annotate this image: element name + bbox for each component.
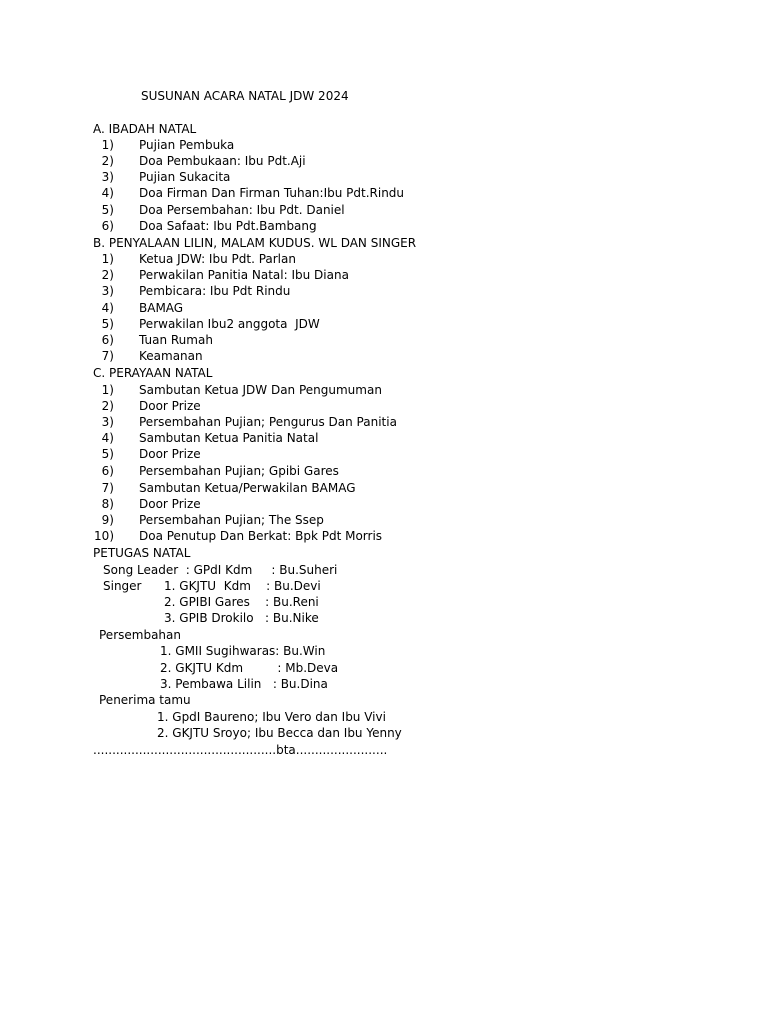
list-item: Tuan Rumah <box>139 333 213 347</box>
list-item: Doa Pembukaan: Ibu Pdt.Aji <box>139 154 306 168</box>
persembahan-item: 1. GMII Sugihwaras: Bu.Win <box>160 644 326 658</box>
list-item-number: 9) <box>101 513 114 527</box>
list-item: Ketua JDW: Ibu Pdt. Parlan <box>139 252 296 266</box>
penerima-tamu-label: Penerima tamu <box>99 693 191 707</box>
list-item: BAMAG <box>139 301 184 315</box>
list-item: Sambutan Ketua JDW Dan Pengumuman <box>139 383 382 397</box>
list-item-number: 2) <box>101 268 114 282</box>
section-b-heading: B. PENYALAAN LILIN, MALAM KUDUS. WL DAN SINGER <box>93 236 417 250</box>
list-item-number: 10) <box>94 529 114 543</box>
persembahan-item: 2. GKJTU Kdm : Mb.Deva <box>160 661 339 675</box>
list-item-number: 7) <box>101 349 114 363</box>
list-item-number: 6) <box>101 219 114 233</box>
singer-item: 3. GPIB Drokilo : Bu.Nike <box>164 611 319 625</box>
list-item: Sambutan Ketua/Perwakilan BAMAG <box>139 481 356 495</box>
list-item: Doa Persembahan: Ibu Pdt. Daniel <box>139 203 345 217</box>
list-item: Keamanan <box>139 349 203 363</box>
list-item-number: 1) <box>101 138 114 152</box>
list-item: Persembahan Pujian; Pengurus Dan Panitia <box>139 415 397 429</box>
list-item: Persembahan Pujian; Gpibi Gares <box>139 464 339 478</box>
list-item-number: 5) <box>101 317 114 331</box>
list-item-number: 4) <box>101 301 114 315</box>
singer-item: 1. GKJTU Kdm : Bu.Devi <box>164 579 321 593</box>
list-item-number: 5) <box>101 203 114 217</box>
section-c-heading: C. PERAYAAN NATAL <box>93 366 213 380</box>
list-item: Doa Firman Dan Firman Tuhan:Ibu Pdt.Rindu <box>139 186 405 200</box>
persembahan-item: 3. Pembawa Lilin : Bu.Dina <box>160 677 328 691</box>
singer-item: 2. GPIBI Gares : Bu.Reni <box>164 595 319 609</box>
document-title: SUSUNAN ACARA NATAL JDW 2024 <box>141 89 349 103</box>
list-item: Doa Penutup Dan Berkat: Bpk Pdt Morris <box>139 529 383 543</box>
list-item-number: 3) <box>101 284 114 298</box>
list-item-number: 1) <box>101 383 114 397</box>
list-item: Pujian Pembuka <box>139 138 235 152</box>
list-item-number: 8) <box>101 497 114 511</box>
penerima-tamu-item: 2. GKJTU Sroyo; Ibu Becca dan Ibu Yenny <box>157 726 402 740</box>
list-item: Doa Safaat: Ibu Pdt.Bambang <box>139 219 317 233</box>
penerima-tamu-item: 1. GpdI Baureno; Ibu Vero dan Ibu Vivi <box>157 710 386 724</box>
list-item: Door Prize <box>139 497 201 511</box>
list-item-number: 5) <box>101 447 114 461</box>
list-item: Pembicara: Ibu Pdt Rindu <box>139 284 291 298</box>
list-item: Door Prize <box>139 447 201 461</box>
singer-label: Singer <box>103 579 142 593</box>
petugas-heading: PETUGAS NATAL <box>93 546 191 560</box>
list-item-number: 4) <box>101 186 114 200</box>
list-item-number: 1) <box>101 252 114 266</box>
section-a-heading: A. IBADAH NATAL <box>93 122 197 136</box>
list-item-number: 2) <box>101 154 114 168</box>
list-item: Door Prize <box>139 399 201 413</box>
list-item-number: 6) <box>101 333 114 347</box>
list-item: Perwakilan Panitia Natal: Ibu Diana <box>139 268 349 282</box>
list-item-number: 7) <box>101 481 114 495</box>
list-item-number: 4) <box>101 431 114 445</box>
list-item: Perwakilan Ibu2 anggota JDW <box>139 317 320 331</box>
list-item: Persembahan Pujian; The Ssep <box>139 513 324 527</box>
list-item: Pujian Sukacita <box>139 170 231 184</box>
song-leader-line: Song Leader : GPdI Kdm : Bu.Suheri <box>103 563 338 577</box>
list-item-number: 2) <box>101 399 114 413</box>
footer-bta: ................................................bta........................ <box>93 743 388 757</box>
list-item-number: 3) <box>101 415 114 429</box>
list-item-number: 3) <box>101 170 114 184</box>
list-item: Sambutan Ketua Panitia Natal <box>139 431 319 445</box>
list-item-number: 6) <box>101 464 114 478</box>
persembahan-label: Persembahan <box>99 628 181 642</box>
